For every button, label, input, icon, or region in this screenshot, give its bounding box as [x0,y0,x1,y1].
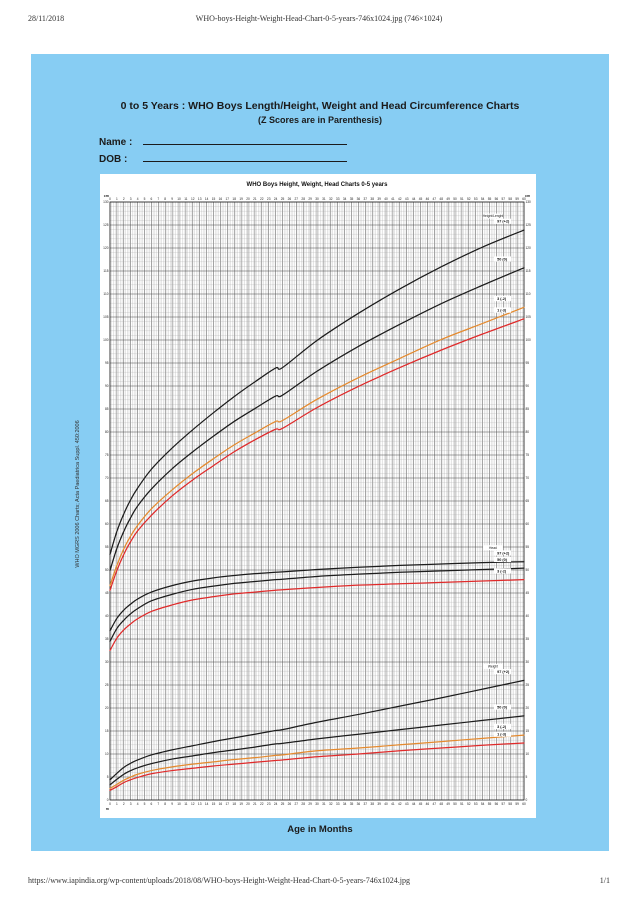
x-tick-label-bottom: 10 [177,802,181,806]
x-tick-label-top: 34 [342,197,347,201]
y-tick-label-right: 80 [525,430,530,435]
x-tick-label-bottom: 9 [171,802,173,806]
x-tick-label-bottom: 50 [453,802,457,806]
x-tick-label-top: 39 [377,197,381,201]
sheet-title: 0 to 5 Years : WHO Boys Length/Height, Weight and Head Circumference Charts [120,100,520,112]
x-tick-label-bottom: 51 [460,802,464,806]
y-tick-label-left: 105 [103,315,109,320]
x-tick-label-top: 8 [164,197,167,201]
x-tick-label-top: 4 [136,197,139,201]
x-tick-label-bottom: 34 [342,802,347,806]
x-tick-label-bottom: 37 [363,802,368,806]
growth-chart-area [100,174,536,818]
x-tick-label-bottom: 58 [508,802,512,806]
x-tick-label-top: 19 [239,197,243,201]
x-tick-label-bottom: 18 [232,802,236,806]
head-series-label-3-2: 3 (-2) [497,569,507,574]
y-tick-label-right: 100 [525,338,531,343]
x-tick-label-top: 57 [501,197,506,201]
x-tick-label-top: 54 [480,197,485,201]
x-tick-label-top: 20 [246,197,250,201]
x-tick-label-top: 26 [287,197,292,201]
y-tick-label-right: 30 [525,660,530,665]
x-tick-label-bottom: 45 [418,802,423,806]
y-tick-label-left: 125 [103,223,109,228]
y-tick-label-right: 110 [525,292,531,297]
y-tick-label-right: 70 [525,476,530,481]
y-tick-label-right: 85 [525,407,530,412]
x-tick-label-top: 16 [218,197,223,201]
x-tick-label-bottom: 33 [335,802,340,806]
x-tick-label-bottom: 35 [349,802,354,806]
x-tick-label-top: 59 [515,197,519,201]
x-tick-label-bottom: 5 [143,802,146,806]
x-tick-label-bottom: 60 [522,802,526,806]
x-tick-label-bottom: 40 [384,802,388,806]
x-tick-label-bottom: 30 [315,802,319,806]
weight-series-label-1-3: 1 (-3) [497,732,507,737]
y-tick-label-left: 40 [104,614,109,619]
y-tick-label-right: 20 [525,706,530,711]
x-tick-label-top: 43 [404,197,409,201]
x-tick-label-bottom: 8 [164,802,167,806]
y-tick-label-left: 30 [104,660,109,665]
height-lenght-series-label-97-2: 97 (+2) [497,219,510,224]
x-tick-label-bottom: 38 [370,802,374,806]
weight-series-label-3-2: 3 (-2) [497,724,507,729]
y-tick-label-left: 15 [104,729,109,734]
x-tick-label-top: 12 [191,197,195,201]
x-tick-label-bottom: 52 [467,802,471,806]
x-tick-label-bottom: 32 [329,802,333,806]
print-document-title: WHO-boys-Height-Weight-Head-Chart-0-5-years-746x1024.jpg (746×1024) [195,14,443,23]
dob-field[interactable] [99,153,347,165]
height-lenght-series-label-3-2: 3 (-2) [497,296,507,301]
x-tick-label-bottom: 42 [398,802,402,806]
name-blank-line [143,136,347,145]
x-tick-label-top: 37 [363,197,368,201]
x-tick-label-top: 51 [460,197,464,201]
x-tick-label-bottom: 29 [308,802,312,806]
y-tick-label-left: 65 [104,499,109,504]
height-lenght-series-label-1-3: 1 (-3) [497,308,507,313]
x-tick-label-bottom: 47 [432,802,437,806]
x-tick-label-bottom: 36 [356,802,361,806]
y-tick-label-left: 35 [104,637,109,642]
y-tick-label-right: 40 [525,614,530,619]
x-tick-label-bottom: 59 [515,802,519,806]
x-tick-label-bottom: 3 [129,802,132,806]
print-date: 28/11/2018 [28,14,65,23]
x-tick-label-top: 5 [143,197,146,201]
x-tick-label-top: 49 [446,197,450,201]
x-tick-label-top: 7 [157,197,160,201]
height-lenght-series-label-50-0: 50 (0) [497,257,508,262]
chart-sheet [31,54,609,851]
y-tick-label-right: 90 [525,384,530,389]
y-tick-label-left: 70 [104,476,109,481]
y-tick-label-left: 115 [103,269,109,274]
y-tick-label-right: 65 [525,499,530,504]
y-unit-left: cm [103,194,109,198]
x-tick-label-top: 44 [411,197,416,201]
y-tick-label-right: 125 [525,223,531,228]
y-tick-label-right: 115 [525,269,531,274]
name-field[interactable] [99,136,347,148]
x-tick-label-top: 35 [349,197,354,201]
x-tick-label-bottom: 15 [211,802,216,806]
x-tick-label-top: 29 [308,197,312,201]
x-tick-label-top: 47 [432,197,437,201]
x-tick-label-bottom: 4 [136,802,139,806]
x-tick-label-bottom: 20 [246,802,250,806]
x-tick-label-top: 14 [204,197,209,201]
x-tick-label-top: 9 [171,197,173,201]
x-tick-label-top: 15 [211,197,216,201]
y-tick-label-left: 110 [103,292,109,297]
y-tick-label-right: 0 [525,798,528,803]
y-tick-label-left: 130 [103,200,109,205]
x-tick-label-bottom: 49 [446,802,450,806]
x-tick-label-bottom: 2 [122,802,125,806]
y-tick-label-right: 25 [525,683,530,688]
x-tick-label-top: 17 [225,197,230,201]
y-tick-label-left: 120 [103,246,109,251]
weight-group-label: Weight [487,664,499,669]
x-tick-label-bottom: 12 [191,802,195,806]
x-tick-label-bottom: 0 [109,802,111,806]
x-tick-label-top: 53 [473,197,478,201]
x-tick-label-bottom: 25 [280,802,285,806]
y-tick-label-left: 5 [106,775,109,780]
x-tick-label-bottom: 55 [487,802,492,806]
name-label: Name : [99,137,133,148]
x-tick-label-bottom: 46 [425,802,430,806]
x-tick-label-top: 11 [184,197,188,201]
y-tick-label-left: 90 [104,384,109,389]
x-tick-label-top: 42 [398,197,402,201]
x-tick-label-bottom: 23 [266,802,271,806]
x-tick-label-top: 13 [197,197,202,201]
chart-title: WHO Boys Height, Weight, Head Charts 0-5 years [246,182,388,188]
x-tick-label-bottom: 17 [225,802,230,806]
y-tick-label-right: 105 [525,315,531,320]
x-tick-label-top: 50 [453,197,457,201]
x-tick-label-bottom: 11 [184,802,188,806]
x-tick-label-top: 55 [487,197,492,201]
x-tick-label-bottom: 41 [391,802,395,806]
x-tick-label-top: 46 [425,197,430,201]
y-tick-label-right: 60 [525,522,530,527]
y-tick-label-right: 50 [525,568,530,573]
y-tick-label-left: 25 [104,683,109,688]
x-tick-label-bottom: 53 [473,802,478,806]
x-tick-label-bottom: 54 [480,802,485,806]
y-tick-label-left: 95 [104,361,109,366]
height-lenght-group-label: Height/Lenght [482,214,504,219]
x-tick-label-top: 18 [232,197,236,201]
x-tick-label-top: 3 [129,197,132,201]
y-tick-label-left: 45 [104,591,109,596]
x-tick-label-top: 45 [418,197,423,201]
x-tick-label-bottom: 39 [377,802,381,806]
x-tick-label-bottom: 13 [197,802,202,806]
x-tick-label-top: 52 [467,197,471,201]
x-tick-label-top: 27 [294,197,299,201]
y-tick-label-right: 130 [525,200,531,205]
x-tick-label-top: 33 [335,197,340,201]
dob-label: DOB : [99,154,128,165]
x-tick-label-top: 36 [356,197,361,201]
x-tick-label-bottom: 21 [253,802,257,806]
x-tick-label-top: 31 [322,197,326,201]
x-tick-label-top: 38 [370,197,374,201]
x-tick-label-bottom: 44 [411,802,416,806]
x-tick-label-top: 22 [260,197,264,201]
x-tick-label-top: 25 [280,197,285,201]
y-tick-label-right: 55 [525,545,530,550]
x-tick-label-top: 0 [109,197,111,201]
weight-series-label-97-2: 97 (+2) [497,670,510,675]
x-tick-label-bottom: 27 [294,802,299,806]
x-tick-label-top: 30 [315,197,319,201]
x-tick-label-bottom: 26 [287,802,292,806]
x-tick-label-bottom: 14 [204,802,209,806]
x-tick-label-top: 58 [508,197,512,201]
x-tick-label-bottom: 16 [218,802,223,806]
x-tick-label-top: 23 [266,197,271,201]
x-tick-label-top: 40 [384,197,388,201]
growth-chart [100,174,536,818]
y-tick-label-left: 0 [106,798,109,803]
print-page-number: 1/1 [599,876,610,885]
x-tick-label-top: 28 [301,197,305,201]
x-tick-label-bottom: 1 [116,802,118,806]
x-tick-label-bottom: 56 [494,802,499,806]
x-tick-label-top: 2 [122,197,125,201]
y-tick-label-left: 75 [104,453,109,458]
y-unit-right: cm [525,194,531,198]
x-tick-label-top: 10 [177,197,181,201]
weight-series-label-50-0: 50 (0) [497,705,508,710]
x-tick-label-bottom: 24 [273,802,278,806]
y-tick-label-left: 50 [104,568,109,573]
x-tick-label-top: 1 [116,197,118,201]
x-tick-label-top: 21 [253,197,257,201]
y-tick-label-right: 120 [525,246,531,251]
x-tick-label-bottom: 57 [501,802,506,806]
x-tick-label-bottom: 19 [239,802,243,806]
y-tick-label-left: 85 [104,407,109,412]
x-axis-title: Age in Months [287,824,353,835]
y-tick-label-left: 100 [103,338,109,343]
x-tick-label-bottom: 6 [150,802,153,806]
y-tick-label-left: 60 [104,522,109,527]
x-tick-label-bottom: 43 [404,802,409,806]
head-group-label: Head [489,545,497,550]
y-tick-label-left: 55 [104,545,109,550]
x-tick-label-bottom: 7 [157,802,160,806]
x-tick-label-top: 41 [391,197,395,201]
x-tick-label-top: 60 [522,197,526,201]
x-tick-label-top: 48 [439,197,443,201]
y-tick-label-right: 75 [525,453,530,458]
source-citation: WHO MGRS 2006 Charts; Acta Paediatrica Suppl. 450:2006 [75,420,81,568]
y-tick-label-right: 35 [525,637,530,642]
x-tick-label-top: 56 [494,197,499,201]
x-tick-label-bottom: 22 [260,802,264,806]
y-tick-label-right: 10 [525,752,530,757]
x-unit-left: m [105,807,109,811]
y-tick-label-right: 95 [525,361,530,366]
sheet-subtitle: (Z Scores are in Parenthesis) [257,115,383,125]
x-tick-label-top: 32 [329,197,333,201]
head-series-label-50-0: 50 (0) [497,557,508,562]
y-tick-label-right: 5 [525,775,528,780]
x-tick-label-bottom: 31 [322,802,326,806]
y-tick-label-left: 80 [104,430,109,435]
x-tick-label-top: 6 [150,197,153,201]
y-tick-label-left: 10 [104,752,109,757]
print-url: https://www.iapindia.org/wp-content/uploads/2018/08/WHO-boys-Height-Weight-Head-Chart-0-5-years-746x1024.jpg [28,876,410,885]
y-tick-label-right: 45 [525,591,530,596]
y-tick-label-right: 15 [525,729,530,734]
x-tick-label-top: 24 [273,197,278,201]
y-tick-label-left: 20 [104,706,109,711]
x-tick-label-bottom: 28 [301,802,305,806]
head-series-label-97-2: 97 (+2) [497,551,510,556]
dob-blank-line [143,153,347,162]
x-tick-label-bottom: 48 [439,802,443,806]
